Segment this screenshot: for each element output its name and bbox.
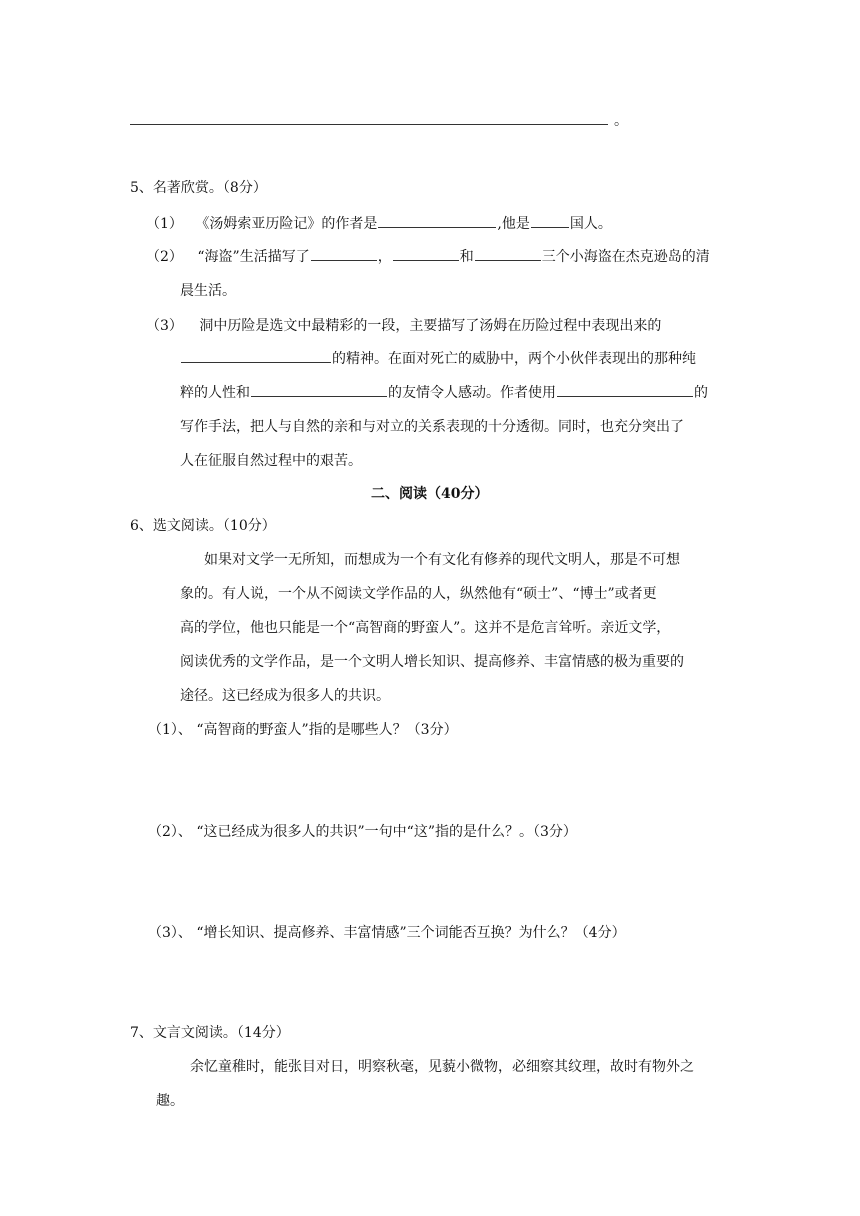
q6-passage-line: 高的学位，他也只能是一个“高智商的野蛮人”。这并不是危言耸听。亲近文学， bbox=[180, 620, 671, 636]
pirate2-blank[interactable] bbox=[393, 259, 459, 261]
q7-passage-line: 余忆童稚时，能张目对日，明察秋毫，见藐小微物，必细察其纹理，故时有物外之 bbox=[190, 1059, 694, 1075]
q5-s1-text-b: ,他是 bbox=[497, 216, 530, 232]
q6-passage-line: 象的。有人说，一个从不阅读文学作品的人，纵然他有“硕士”、“博士”或者更 bbox=[180, 586, 657, 602]
q5-s3-text: 粹的人性和 bbox=[180, 385, 250, 401]
q5-s3-num: （3） bbox=[146, 318, 183, 334]
q6-heading: 6、选文阅读。（10分） bbox=[130, 518, 276, 534]
technique-blank[interactable] bbox=[557, 395, 693, 397]
q6-question-1: （1）、 “高智商的野蛮人”指的是哪些人？（3分） bbox=[148, 722, 458, 738]
friendship-blank[interactable] bbox=[251, 395, 387, 397]
q5-s3-line3 bbox=[180, 386, 708, 400]
q5-s3-text: 的友情令人感动。作者使用 bbox=[388, 385, 556, 401]
q6-question-2: （2）、 “这已经成为很多人的共识”一句中“这”指的是什么？。（3分） bbox=[148, 824, 577, 840]
q6-question-3: （3）、 “增长知识、提高修养、丰富情感”三个词能否互换？为什么？（4分） bbox=[148, 925, 626, 941]
q5-s3-text: 洞中历险是选文中最精彩的一段，主要描写了汤姆在历险过程中表现出来的 bbox=[199, 318, 662, 334]
q7-passage-line: 趣。 bbox=[156, 1093, 184, 1109]
q5-s2-text-c: 和 bbox=[459, 249, 474, 265]
q5-s3-line5: 人在征服自然过程中的艰苦。 bbox=[180, 453, 362, 469]
q5-s2-num: （2） bbox=[146, 249, 183, 265]
q5-heading: 5、名著欣赏。（8分） bbox=[130, 180, 267, 196]
q5-s1-text-c: 国人。 bbox=[569, 216, 612, 232]
q5-s1-num: （1） bbox=[146, 216, 183, 232]
author-blank[interactable] bbox=[378, 226, 496, 228]
q5-s3-line1 bbox=[146, 319, 661, 333]
q6-passage-line: 阅读优秀的文学作品，是一个文明人增长知识、提高修养、丰富情感的极为重要的 bbox=[180, 654, 684, 670]
pirate1-blank[interactable] bbox=[311, 259, 377, 261]
answer-blank-line bbox=[130, 124, 608, 125]
q5-s1 bbox=[146, 217, 612, 231]
q5-s1-text-a: 《汤姆索亚历险记》的作者是 bbox=[195, 216, 378, 232]
pirate3-blank[interactable] bbox=[475, 259, 541, 261]
nationality-blank[interactable] bbox=[531, 226, 569, 228]
section-title: 二、阅读（40分） bbox=[371, 486, 489, 502]
q5-s2-cont: 晨生活。 bbox=[180, 283, 236, 299]
q6-passage-line: 途径。这已经成为很多人的共识。 bbox=[180, 688, 390, 704]
q5-s3-line4: 写作手法，把人与自然的亲和与对立的关系表现的十分透彻。同时，也充分突出了 bbox=[180, 419, 684, 435]
q5-s3-line2 bbox=[180, 352, 696, 366]
q7-heading: 7、文言文阅读。（14分） bbox=[130, 1025, 290, 1041]
spirit-blank[interactable] bbox=[181, 361, 331, 363]
q5-s2 bbox=[146, 250, 710, 264]
q6-passage-line: 如果对文学一无所知，而想成为一个有文化有修养的现代文明人，那是不可想 bbox=[204, 552, 680, 568]
q5-s2-text-b: ， bbox=[377, 249, 392, 265]
q5-s2-text-d: 三个小海盗在杰克逊岛的清 bbox=[541, 249, 710, 265]
q5-s3-text: 的精神。在面对死亡的威胁中，两个小伙伴表现出的那种纯 bbox=[332, 351, 696, 367]
q5-s2-text-a: “海盗”生活描写了 bbox=[197, 249, 310, 265]
q5-s3-text: 的 bbox=[694, 385, 708, 401]
period: 。 bbox=[614, 113, 628, 129]
